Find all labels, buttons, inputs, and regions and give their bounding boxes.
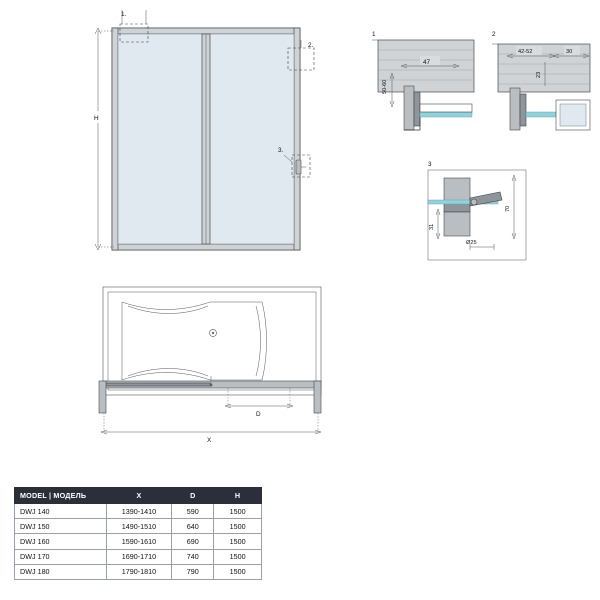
table-row [15,519,262,534]
table-row [15,564,262,579]
detail-3-dim-31: 31 [429,223,435,230]
detail-view-2 [492,31,590,130]
cell-x: 1390-1410 [106,504,172,519]
table-row [15,504,262,519]
cell-h: 1500 [214,534,262,549]
table-header-d: D [172,488,214,504]
cell-h: 1500 [214,564,262,579]
cell-model: DWJ 180 [15,564,107,579]
detail-3-dim-d25: Ø25 [466,240,477,246]
table-header-x: X [106,488,172,504]
table-header-model: MODEL | МОДЕЛЬ [15,488,107,504]
front-callout-3: 3. [278,147,284,154]
cell-d: 640 [172,519,214,534]
cell-model: DWJ 150 [15,519,107,534]
cell-model: DWJ 160 [15,534,107,549]
plan-view [99,287,321,444]
front-callout-2: 2. [308,42,314,49]
cell-h: 1500 [214,549,262,564]
cell-d: 690 [172,534,214,549]
cell-model: DWJ 170 [15,549,107,564]
front-height-label: H [94,115,99,122]
front-elevation-view [92,10,314,250]
detail-2-dim-30: 30 [566,49,573,55]
front-callout-1: 1. [121,11,127,18]
detail-3-dim-70: 70 [505,205,511,212]
detail-1-dim-47: 47 [423,59,431,66]
cell-x: 1690-1710 [106,549,172,564]
cell-d: 790 [172,564,214,579]
cell-x: 1490-1510 [106,519,172,534]
cell-d: 590 [172,504,214,519]
table-header-row [15,488,262,504]
table-row [15,534,262,549]
detail-2-dim-42-52: 42-52 [518,49,533,55]
detail-view-1 [372,31,474,130]
detail-view-3 [428,161,526,260]
plan-dim-d: D [256,411,261,418]
cell-h: 1500 [214,519,262,534]
table-row [15,549,262,564]
detail-1-dim-50-60: 50-60 [382,79,388,94]
plan-dim-x: X [207,437,212,444]
cell-x: 1790-1810 [106,564,172,579]
specification-table [14,487,262,580]
cell-h: 1500 [214,504,262,519]
table-header-h: H [214,488,262,504]
cell-model: DWJ 140 [15,504,107,519]
detail-2-dim-23: 23 [536,71,542,78]
detail-3-number: 3 [428,161,432,168]
cell-d: 740 [172,549,214,564]
detail-1-number: 1 [372,31,376,38]
cell-x: 1590-1610 [106,534,172,549]
detail-2-number: 2 [492,31,496,38]
